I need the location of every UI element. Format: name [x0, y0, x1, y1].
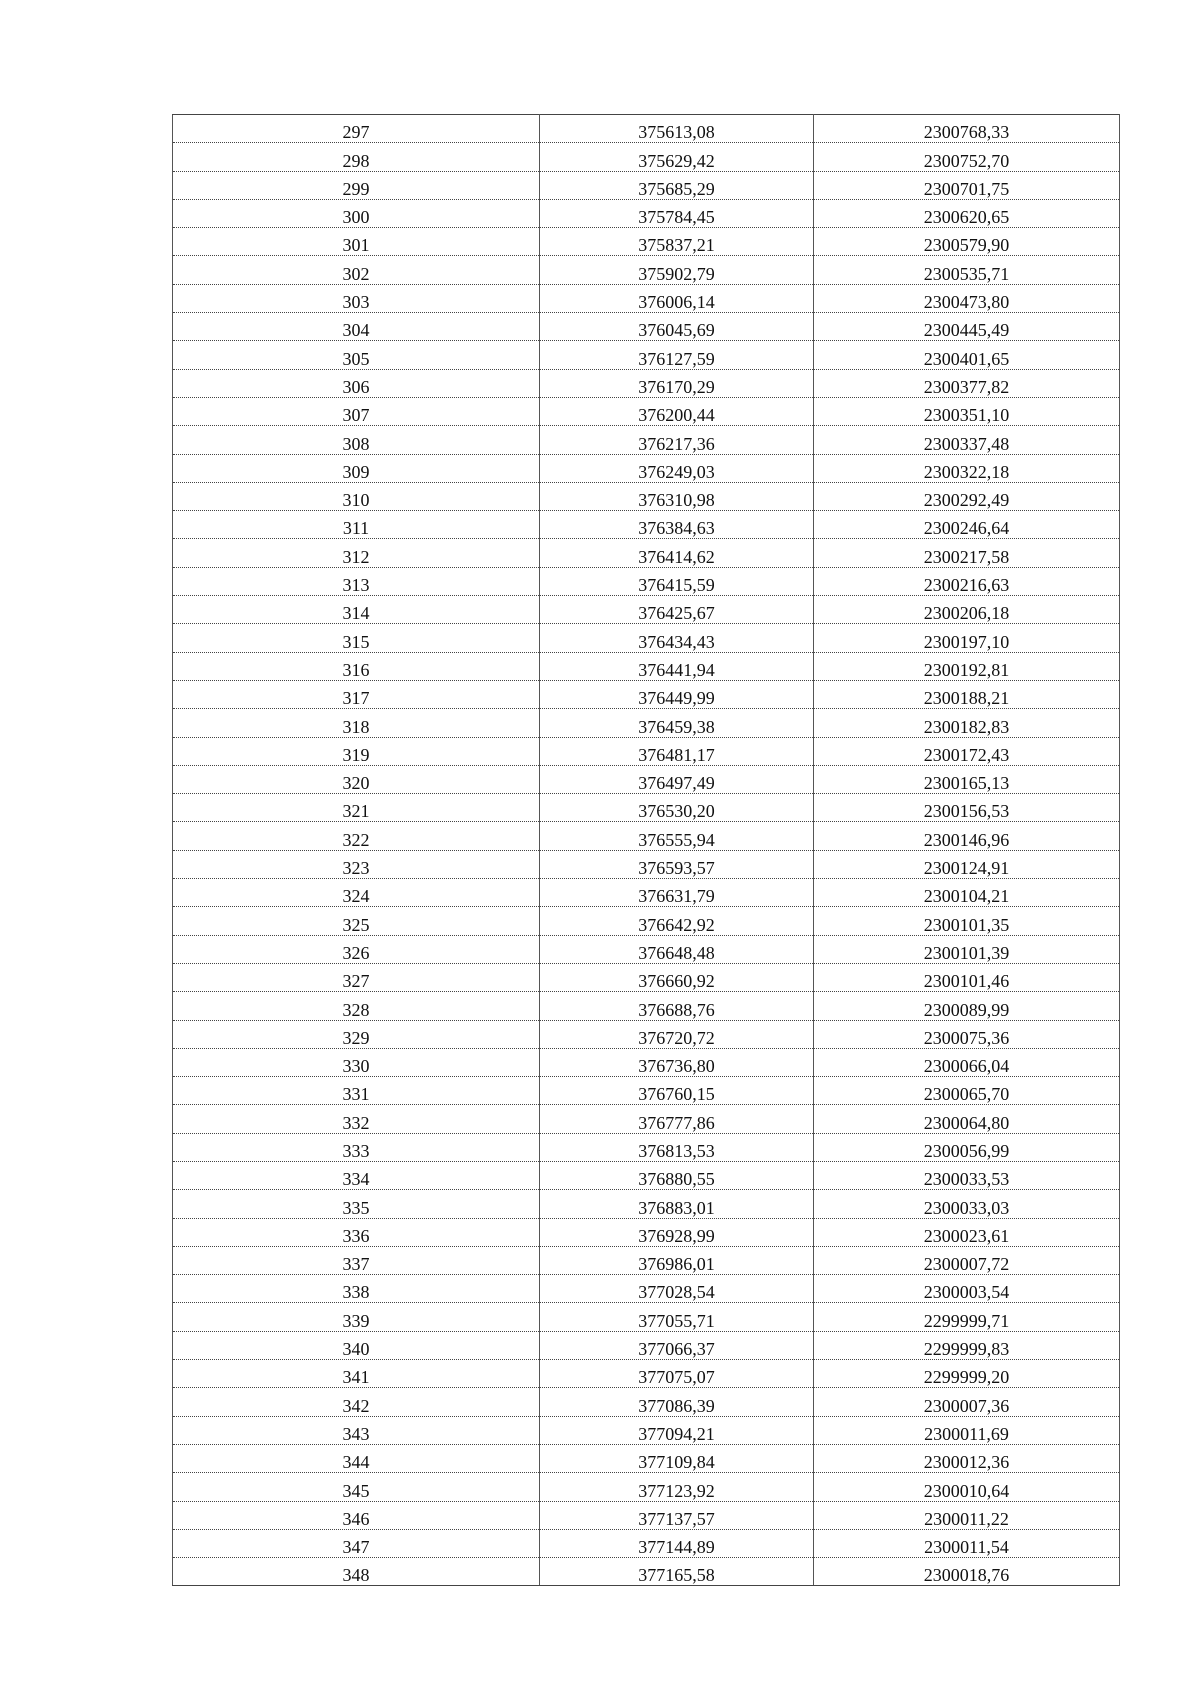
y-coordinate-cell: 2300064,80	[814, 1105, 1120, 1133]
table-row	[173, 1388, 1120, 1416]
point-number-cell: 334	[173, 1161, 540, 1189]
point-number-cell: 297	[173, 115, 540, 143]
table-row	[173, 171, 1120, 199]
point-number-cell: 299	[173, 171, 540, 199]
x-coordinate-cell: 376200,44	[540, 397, 814, 425]
point-number-cell: 324	[173, 879, 540, 907]
x-coordinate-cell: 376883,01	[540, 1190, 814, 1218]
y-coordinate-cell: 2300473,80	[814, 284, 1120, 312]
y-coordinate-cell: 2300535,71	[814, 256, 1120, 284]
x-coordinate-cell: 376045,69	[540, 313, 814, 341]
y-coordinate-cell: 2300401,65	[814, 341, 1120, 369]
x-coordinate-cell: 376414,62	[540, 539, 814, 567]
y-coordinate-cell: 2300007,36	[814, 1388, 1120, 1416]
y-coordinate-cell: 2300701,75	[814, 171, 1120, 199]
coordinates-table	[172, 114, 1120, 1586]
y-coordinate-cell: 2300010,64	[814, 1473, 1120, 1501]
table-row	[173, 1133, 1120, 1161]
table-row	[173, 1331, 1120, 1359]
y-coordinate-cell: 2300011,22	[814, 1501, 1120, 1529]
table-row	[173, 397, 1120, 425]
x-coordinate-cell: 375902,79	[540, 256, 814, 284]
point-number-cell: 345	[173, 1473, 540, 1501]
y-coordinate-cell: 2300023,61	[814, 1218, 1120, 1246]
y-coordinate-cell: 2300101,46	[814, 963, 1120, 991]
y-coordinate-cell: 2300192,81	[814, 652, 1120, 680]
point-number-cell: 304	[173, 313, 540, 341]
x-coordinate-cell: 376170,29	[540, 369, 814, 397]
table-row	[173, 1416, 1120, 1444]
y-coordinate-cell: 2300007,72	[814, 1246, 1120, 1274]
table-row	[173, 1501, 1120, 1529]
table-row	[173, 1275, 1120, 1303]
x-coordinate-cell: 376631,79	[540, 879, 814, 907]
y-coordinate-cell: 2300003,54	[814, 1275, 1120, 1303]
x-coordinate-cell: 376459,38	[540, 709, 814, 737]
table-row	[173, 1303, 1120, 1331]
x-coordinate-cell: 376481,17	[540, 737, 814, 765]
table-row	[173, 1360, 1120, 1388]
table-row	[173, 850, 1120, 878]
y-coordinate-cell: 2300197,10	[814, 624, 1120, 652]
x-coordinate-cell: 375613,08	[540, 115, 814, 143]
point-number-cell: 325	[173, 907, 540, 935]
point-number-cell: 337	[173, 1246, 540, 1274]
point-number-cell: 329	[173, 1020, 540, 1048]
table-row	[173, 794, 1120, 822]
point-number-cell: 306	[173, 369, 540, 397]
y-coordinate-cell: 2300172,43	[814, 737, 1120, 765]
y-coordinate-cell: 2300033,03	[814, 1190, 1120, 1218]
table-row	[173, 907, 1120, 935]
x-coordinate-cell: 375784,45	[540, 199, 814, 227]
table-row	[173, 596, 1120, 624]
table-row	[173, 822, 1120, 850]
table-row	[173, 539, 1120, 567]
y-coordinate-cell: 2300075,36	[814, 1020, 1120, 1048]
coordinates-table-body	[173, 115, 1120, 1586]
point-number-cell: 308	[173, 426, 540, 454]
point-number-cell: 320	[173, 765, 540, 793]
x-coordinate-cell: 376555,94	[540, 822, 814, 850]
y-coordinate-cell: 2300011,69	[814, 1416, 1120, 1444]
table-row	[173, 256, 1120, 284]
y-coordinate-cell: 2300066,04	[814, 1048, 1120, 1076]
x-coordinate-cell: 376310,98	[540, 482, 814, 510]
y-coordinate-cell: 2300089,99	[814, 992, 1120, 1020]
table-row	[173, 765, 1120, 793]
table-row	[173, 1105, 1120, 1133]
y-coordinate-cell: 2300011,54	[814, 1529, 1120, 1557]
table-row	[173, 737, 1120, 765]
table-row	[173, 1218, 1120, 1246]
y-coordinate-cell: 2300065,70	[814, 1077, 1120, 1105]
point-number-cell: 347	[173, 1529, 540, 1557]
table-row	[173, 426, 1120, 454]
table-row	[173, 1190, 1120, 1218]
x-coordinate-cell: 376441,94	[540, 652, 814, 680]
table-row	[173, 935, 1120, 963]
table-row	[173, 313, 1120, 341]
y-coordinate-cell: 2300579,90	[814, 228, 1120, 256]
y-coordinate-cell: 2299999,20	[814, 1360, 1120, 1388]
x-coordinate-cell: 376434,43	[540, 624, 814, 652]
point-number-cell: 330	[173, 1048, 540, 1076]
table-row	[173, 369, 1120, 397]
point-number-cell: 342	[173, 1388, 540, 1416]
y-coordinate-cell: 2300101,35	[814, 907, 1120, 935]
point-number-cell: 312	[173, 539, 540, 567]
point-number-cell: 318	[173, 709, 540, 737]
table-row	[173, 680, 1120, 708]
y-coordinate-cell: 2300104,21	[814, 879, 1120, 907]
x-coordinate-cell: 376593,57	[540, 850, 814, 878]
table-row	[173, 652, 1120, 680]
point-number-cell: 301	[173, 228, 540, 256]
point-number-cell: 321	[173, 794, 540, 822]
table-row	[173, 1020, 1120, 1048]
point-number-cell: 315	[173, 624, 540, 652]
table-row	[173, 567, 1120, 595]
x-coordinate-cell: 375685,29	[540, 171, 814, 199]
y-coordinate-cell: 2300351,10	[814, 397, 1120, 425]
table-row	[173, 709, 1120, 737]
x-coordinate-cell: 376880,55	[540, 1161, 814, 1189]
point-number-cell: 319	[173, 737, 540, 765]
x-coordinate-cell: 376530,20	[540, 794, 814, 822]
table-row	[173, 1246, 1120, 1274]
table-row	[173, 963, 1120, 991]
x-coordinate-cell: 376384,63	[540, 511, 814, 539]
y-coordinate-cell: 2300752,70	[814, 143, 1120, 171]
y-coordinate-cell: 2300012,36	[814, 1444, 1120, 1472]
x-coordinate-cell: 377066,37	[540, 1331, 814, 1359]
x-coordinate-cell: 376986,01	[540, 1246, 814, 1274]
point-number-cell: 310	[173, 482, 540, 510]
y-coordinate-cell: 2299999,83	[814, 1331, 1120, 1359]
y-coordinate-cell: 2300165,13	[814, 765, 1120, 793]
table-row	[173, 199, 1120, 227]
table-row	[173, 143, 1120, 171]
y-coordinate-cell: 2300033,53	[814, 1161, 1120, 1189]
point-number-cell: 333	[173, 1133, 540, 1161]
point-number-cell: 346	[173, 1501, 540, 1529]
x-coordinate-cell: 376006,14	[540, 284, 814, 312]
x-coordinate-cell: 376928,99	[540, 1218, 814, 1246]
x-coordinate-cell: 376642,92	[540, 907, 814, 935]
y-coordinate-cell: 2300188,21	[814, 680, 1120, 708]
point-number-cell: 316	[173, 652, 540, 680]
point-number-cell: 309	[173, 454, 540, 482]
table-row	[173, 1048, 1120, 1076]
x-coordinate-cell: 377086,39	[540, 1388, 814, 1416]
point-number-cell: 300	[173, 199, 540, 227]
point-number-cell: 338	[173, 1275, 540, 1303]
point-number-cell: 305	[173, 341, 540, 369]
x-coordinate-cell: 376497,49	[540, 765, 814, 793]
y-coordinate-cell: 2300768,33	[814, 115, 1120, 143]
point-number-cell: 307	[173, 397, 540, 425]
x-coordinate-cell: 377109,84	[540, 1444, 814, 1472]
x-coordinate-cell: 376760,15	[540, 1077, 814, 1105]
table-row	[173, 482, 1120, 510]
table-row	[173, 454, 1120, 482]
y-coordinate-cell: 2300182,83	[814, 709, 1120, 737]
x-coordinate-cell: 376249,03	[540, 454, 814, 482]
point-number-cell: 298	[173, 143, 540, 171]
x-coordinate-cell: 376415,59	[540, 567, 814, 595]
x-coordinate-cell: 376449,99	[540, 680, 814, 708]
table-row	[173, 284, 1120, 312]
y-coordinate-cell: 2300056,99	[814, 1133, 1120, 1161]
table-row	[173, 1558, 1120, 1586]
y-coordinate-cell: 2300146,96	[814, 822, 1120, 850]
x-coordinate-cell: 376217,36	[540, 426, 814, 454]
x-coordinate-cell: 376688,76	[540, 992, 814, 1020]
point-number-cell: 328	[173, 992, 540, 1020]
point-number-cell: 348	[173, 1558, 540, 1586]
x-coordinate-cell: 376736,80	[540, 1048, 814, 1076]
point-number-cell: 339	[173, 1303, 540, 1331]
point-number-cell: 302	[173, 256, 540, 284]
table-row	[173, 1077, 1120, 1105]
point-number-cell: 344	[173, 1444, 540, 1472]
table-row	[173, 879, 1120, 907]
point-number-cell: 332	[173, 1105, 540, 1133]
y-coordinate-cell: 2300018,76	[814, 1558, 1120, 1586]
y-coordinate-cell: 2300217,58	[814, 539, 1120, 567]
x-coordinate-cell: 375629,42	[540, 143, 814, 171]
y-coordinate-cell: 2300322,18	[814, 454, 1120, 482]
x-coordinate-cell: 376777,86	[540, 1105, 814, 1133]
x-coordinate-cell: 377123,92	[540, 1473, 814, 1501]
y-coordinate-cell: 2300292,49	[814, 482, 1120, 510]
point-number-cell: 326	[173, 935, 540, 963]
table-row	[173, 115, 1120, 143]
y-coordinate-cell: 2300620,65	[814, 199, 1120, 227]
point-number-cell: 343	[173, 1416, 540, 1444]
y-coordinate-cell: 2300445,49	[814, 313, 1120, 341]
table-row	[173, 1444, 1120, 1472]
y-coordinate-cell: 2300156,53	[814, 794, 1120, 822]
point-number-cell: 327	[173, 963, 540, 991]
x-coordinate-cell: 377137,57	[540, 1501, 814, 1529]
point-number-cell: 311	[173, 511, 540, 539]
x-coordinate-cell: 377165,58	[540, 1558, 814, 1586]
table-row	[173, 228, 1120, 256]
point-number-cell: 323	[173, 850, 540, 878]
y-coordinate-cell: 2300337,48	[814, 426, 1120, 454]
x-coordinate-cell: 376813,53	[540, 1133, 814, 1161]
y-coordinate-cell: 2300216,63	[814, 567, 1120, 595]
y-coordinate-cell: 2300206,18	[814, 596, 1120, 624]
point-number-cell: 331	[173, 1077, 540, 1105]
table-row	[173, 1473, 1120, 1501]
y-coordinate-cell: 2299999,71	[814, 1303, 1120, 1331]
x-coordinate-cell: 377144,89	[540, 1529, 814, 1557]
x-coordinate-cell: 376127,59	[540, 341, 814, 369]
point-number-cell: 335	[173, 1190, 540, 1218]
x-coordinate-cell: 377055,71	[540, 1303, 814, 1331]
point-number-cell: 317	[173, 680, 540, 708]
x-coordinate-cell: 376660,92	[540, 963, 814, 991]
y-coordinate-cell: 2300377,82	[814, 369, 1120, 397]
table-row	[173, 624, 1120, 652]
point-number-cell: 322	[173, 822, 540, 850]
point-number-cell: 303	[173, 284, 540, 312]
x-coordinate-cell: 376720,72	[540, 1020, 814, 1048]
x-coordinate-cell: 376648,48	[540, 935, 814, 963]
x-coordinate-cell: 377028,54	[540, 1275, 814, 1303]
x-coordinate-cell: 377094,21	[540, 1416, 814, 1444]
x-coordinate-cell: 375837,21	[540, 228, 814, 256]
point-number-cell: 336	[173, 1218, 540, 1246]
table-row	[173, 1161, 1120, 1189]
x-coordinate-cell: 376425,67	[540, 596, 814, 624]
y-coordinate-cell: 2300124,91	[814, 850, 1120, 878]
point-number-cell: 340	[173, 1331, 540, 1359]
table-row	[173, 992, 1120, 1020]
x-coordinate-cell: 377075,07	[540, 1360, 814, 1388]
table-row	[173, 511, 1120, 539]
table-row	[173, 341, 1120, 369]
y-coordinate-cell: 2300101,39	[814, 935, 1120, 963]
point-number-cell: 341	[173, 1360, 540, 1388]
table-row	[173, 1529, 1120, 1557]
point-number-cell: 314	[173, 596, 540, 624]
y-coordinate-cell: 2300246,64	[814, 511, 1120, 539]
point-number-cell: 313	[173, 567, 540, 595]
